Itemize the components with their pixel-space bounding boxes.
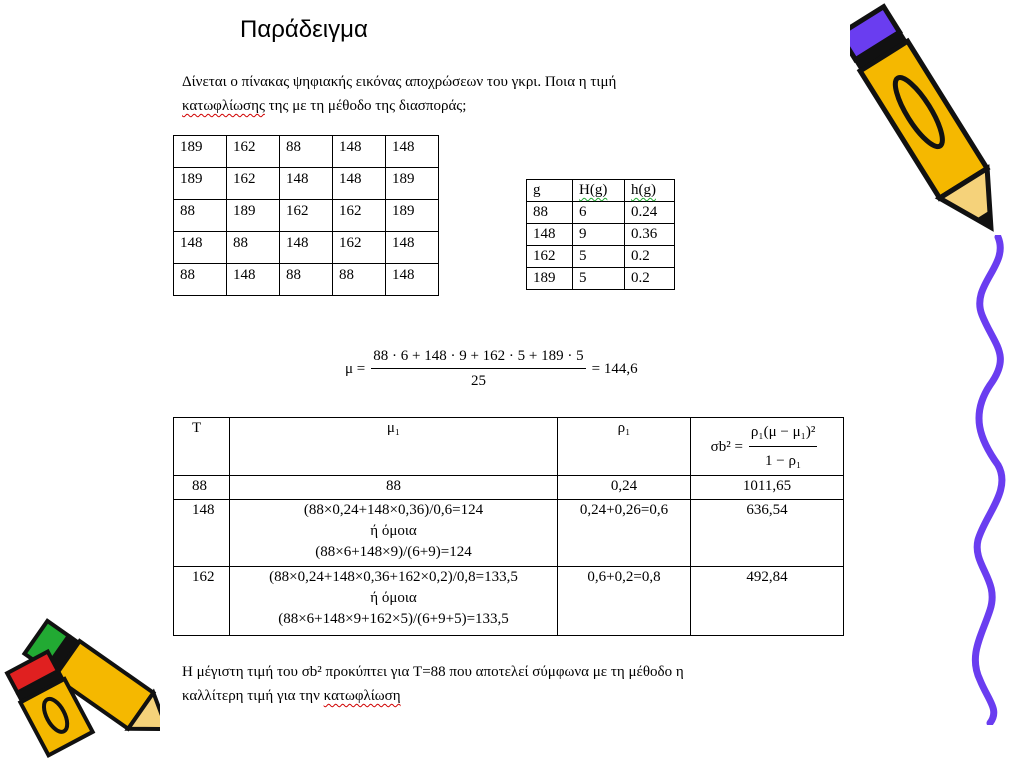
- histogram-body: [527, 180, 675, 290]
- mean-numerator: 88 · 6 + 148 · 9 + 162 · 5 + 189 · 5: [371, 348, 585, 369]
- mu1-line: (88×0,24+148×0,36)/0,6=124: [303, 502, 484, 518]
- histogram-cell: 0.36: [625, 224, 675, 246]
- image-grid-body: [174, 136, 439, 296]
- conclusion-text: [182, 660, 832, 708]
- threshold-header-row: [174, 418, 844, 476]
- grid-cell: 88: [280, 264, 333, 296]
- mean-formula: [345, 348, 638, 390]
- histogram-cell: 6: [573, 202, 625, 224]
- threshold-table: [173, 417, 844, 636]
- grid-row: [174, 136, 439, 168]
- image-grid-table: [173, 135, 439, 296]
- threshold-rho1-cell: 0,24: [558, 476, 691, 500]
- histogram-cell: 0.2: [625, 268, 675, 290]
- pencil-icon: [0, 615, 160, 765]
- histogram-header-cell: h(g): [625, 180, 675, 202]
- sigma-formula: [711, 422, 824, 472]
- mu1-line: ή όμοια: [370, 590, 417, 606]
- grid-cell: 148: [333, 168, 386, 200]
- conclusion-keyword: κατωφλίωση: [323, 688, 401, 704]
- mean-denominator: 25: [470, 373, 486, 389]
- grid-cell: 162: [333, 200, 386, 232]
- mu1-line: (88×6+148×9)/(6+9)=124: [315, 544, 472, 560]
- conclusion-sigma: σb²: [301, 664, 322, 680]
- header-mu1: μ₁: [230, 418, 558, 476]
- grid-cell: 162: [227, 168, 280, 200]
- mu1-line: 88: [386, 478, 401, 494]
- pencil-icon: [850, 0, 1000, 245]
- histogram-row: [527, 224, 675, 246]
- grid-cell: 148: [280, 232, 333, 264]
- mean-fraction: [371, 348, 585, 390]
- threshold-row: [174, 567, 844, 636]
- pencil-body: [860, 41, 987, 198]
- grid-cell: 88: [280, 136, 333, 168]
- sigma-lhs: σb² =: [710, 438, 743, 455]
- grid-row: [174, 200, 439, 232]
- grid-cell: 189: [174, 136, 227, 168]
- histogram-cell: 88: [527, 202, 573, 224]
- grid-cell: 88: [174, 264, 227, 296]
- threshold-body: [174, 418, 844, 636]
- threshold-mu1-cell: [230, 476, 558, 500]
- slide-title: Παράδειγμα: [240, 16, 368, 43]
- threshold-mu1-cell: [230, 500, 558, 567]
- histogram-header-row: [527, 180, 675, 202]
- grid-cell: 148: [280, 168, 333, 200]
- sigma-numerator: ρ₁(μ − μ₁)²: [749, 422, 817, 447]
- header-sigma: [691, 418, 844, 476]
- histogram-row: [527, 268, 675, 290]
- histogram-cell: 9: [573, 224, 625, 246]
- threshold-sigma-cell: 636,54: [691, 500, 844, 567]
- grid-cell: 162: [227, 136, 280, 168]
- mu1-line: (88×6+148×9+162×5)/(6+9+5)=133,5: [278, 611, 509, 627]
- grid-cell: 162: [333, 232, 386, 264]
- histogram-cell: 0.24: [625, 202, 675, 224]
- sigma-denominator: 1 − ρ₁: [765, 453, 802, 469]
- mean-result: = 144,6: [591, 360, 638, 377]
- grid-cell: 162: [280, 200, 333, 232]
- threshold-sigma-cell: 1011,65: [691, 476, 844, 500]
- conclusion-line-2: καλλίτερη τιμή για την: [182, 688, 324, 704]
- grid-row: [174, 232, 439, 264]
- header-rho1: ρ₁: [558, 418, 691, 476]
- conclusion-part-1: Η μέγιστη τιμή του: [182, 664, 302, 680]
- grid-cell: 189: [174, 168, 227, 200]
- grid-cell: 189: [227, 200, 280, 232]
- histogram-header-cell: H(g): [573, 180, 625, 202]
- intro-keyword: κατωφλίωσης: [182, 98, 265, 114]
- threshold-rho1-cell: 0,24+0,26=0,6: [558, 500, 691, 567]
- mean-lhs: μ =: [345, 360, 366, 377]
- histogram-cell: 5: [573, 246, 625, 268]
- squiggle-line: [960, 235, 1020, 725]
- grid-cell: 189: [386, 168, 439, 200]
- grid-row: [174, 264, 439, 296]
- grid-cell: 148: [174, 232, 227, 264]
- intro-line-1: Δίνεται ο πίνακας ψηφιακής εικόνας αποχρώσεων του γκρι. Ποια η τιμή: [182, 74, 617, 90]
- grid-cell: 88: [333, 264, 386, 296]
- histogram-header-cell: g: [527, 180, 573, 202]
- threshold-row: [174, 500, 844, 567]
- histogram-table: [526, 179, 675, 290]
- histogram-cell: 0.2: [625, 246, 675, 268]
- threshold-rho1-cell: 0,6+0,2=0,8: [558, 567, 691, 636]
- header-t: T: [174, 418, 230, 476]
- threshold-sigma-cell: 492,84: [691, 567, 844, 636]
- histogram-cell: 148: [527, 224, 573, 246]
- grid-row: [174, 168, 439, 200]
- intro-line-2: της με τη μέθοδο της διασποράς;: [264, 98, 467, 114]
- grid-cell: 148: [386, 232, 439, 264]
- threshold-mu1-cell: [230, 567, 558, 636]
- threshold-row: [174, 476, 844, 500]
- grid-cell: 88: [227, 232, 280, 264]
- threshold-t-cell: 148: [174, 500, 230, 567]
- grid-cell: 189: [386, 200, 439, 232]
- grid-cell: 148: [227, 264, 280, 296]
- histogram-cell: 5: [573, 268, 625, 290]
- histogram-row: [527, 246, 675, 268]
- mu1-line: ή όμοια: [370, 523, 417, 539]
- histogram-row: [527, 202, 675, 224]
- histogram-cell: 189: [527, 268, 573, 290]
- grid-cell: 88: [174, 200, 227, 232]
- grid-cell: 148: [386, 136, 439, 168]
- sigma-fraction: [749, 422, 817, 472]
- threshold-t-cell: 88: [174, 476, 230, 500]
- mu1-line: (88×0,24+148×0,36+162×0,2)/0,8=133,5: [269, 569, 518, 585]
- grid-cell: 148: [386, 264, 439, 296]
- histogram-cell: 162: [527, 246, 573, 268]
- squiggle-path: [975, 237, 1002, 723]
- conclusion-part-2: προκύπτει για T=88 που αποτελεί σύμφωνα με τη μέθοδο η: [321, 664, 684, 680]
- intro-text: [182, 70, 782, 118]
- grid-cell: 148: [333, 136, 386, 168]
- threshold-t-cell: 162: [174, 567, 230, 636]
